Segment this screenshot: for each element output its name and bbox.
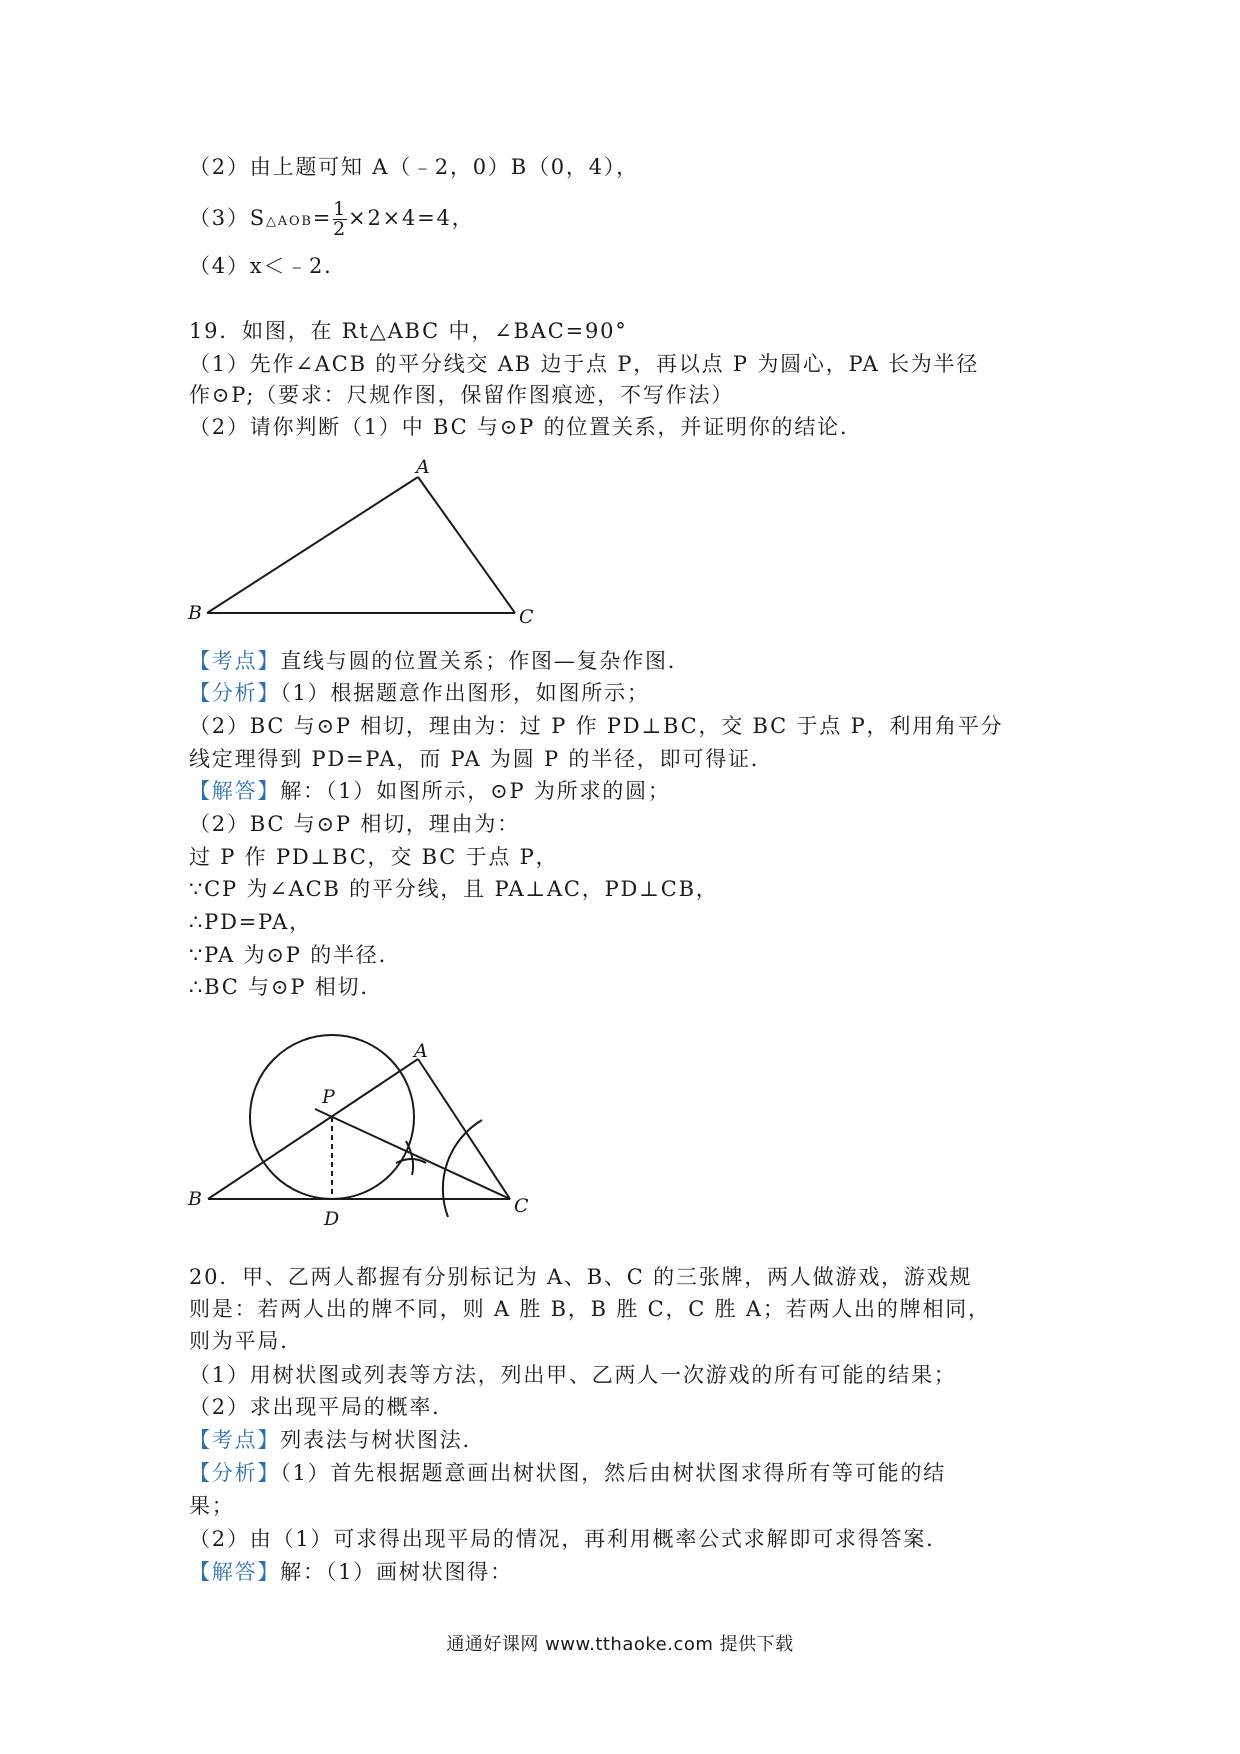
q19-fenxi-2b: 线定理得到 PD=PA，而 PA 为圆 P 的半径，即可得证． xyxy=(189,747,774,771)
jieda-tag: 【解答】 xyxy=(189,1560,281,1584)
q19-solution-figure xyxy=(180,1005,540,1235)
fig2-label-p: P xyxy=(322,1086,335,1108)
q19-jieda-3: 过 P 作 PD⊥BC，交 BC 于点 P， xyxy=(189,845,559,869)
fenxi-tag: 【分析】 xyxy=(189,681,281,705)
q19-jieda-2: （2）BC 与⊙P 相切，理由为： xyxy=(189,812,520,836)
fig1-label-a: A xyxy=(416,456,430,478)
fig2-label-b: B xyxy=(188,1188,202,1210)
q20-stem-a: 20．甲、乙两人都握有分别标记为 A、B、C 的三张牌，两人做游戏，游戏规 xyxy=(189,1265,973,1289)
fig1-label-b: B xyxy=(188,602,202,624)
q19-part1-line-b: 作⊙P;（要求：尺规作图，保留作图痕迹，不写作法） xyxy=(189,383,735,407)
q19-part2: （2）请你判断（1）中 BC 与⊙P 的位置关系，并证明你的结论． xyxy=(189,415,863,439)
q20-fenxi-1a: 【分析】（1）首先根据题意画出树状图，然后由树状图求得所有等可能的结 xyxy=(189,1461,947,1485)
q20-fenxi-1b: 果； xyxy=(189,1494,235,1518)
prev-answer-line-3: （3）S△AOB= $\frac{1}{2}$ ×2×4=4， xyxy=(189,198,475,240)
fenxi-tag: 【分析】 xyxy=(189,1461,281,1485)
jieda-tag: 【解答】 xyxy=(189,779,281,803)
fraction-one-half: $\frac{1}{2}$ xyxy=(333,198,348,240)
segment-ac xyxy=(418,477,515,613)
q19-triangle-figure xyxy=(185,455,545,635)
kaodian-tag: 【考点】 xyxy=(189,1428,281,1452)
prev-answer-line-2: （2）由上题可知 A（﹣2，0）B（0，4）， xyxy=(189,155,639,179)
q19-kaodian: 【考点】直线与圆的位置关系；作图—复杂作图． xyxy=(189,649,691,673)
q19-stem: 19．如图，在 Rt△ABC 中，∠BAC=90° xyxy=(189,319,628,343)
q19-fenxi-2a: （2）BC 与⊙P 相切，理由为：过 P 作 PD⊥BC，交 BC 于点 P，利用角平分 xyxy=(189,714,1004,738)
q19-jieda-6: ∵PA 为⊙P 的半径． xyxy=(189,943,402,967)
kaodian-tag: 【考点】 xyxy=(189,649,281,673)
q19-jieda-4: ∵CP 为∠ACB 的平分线，且 PA⊥AC，PD⊥CB， xyxy=(189,877,719,901)
fig2-label-c: C xyxy=(514,1195,529,1217)
fig1-label-c: C xyxy=(519,606,534,628)
q19-jieda-7: ∴BC 与⊙P 相切． xyxy=(189,975,384,999)
construction-arc-large xyxy=(443,1120,482,1217)
q20-part2: （2）求出现平局的概率． xyxy=(189,1395,455,1419)
q19-jieda-5: ∴PD=PA， xyxy=(189,910,312,934)
q19-part1-line-a: （1）先作∠ACB 的平分线交 AB 边于点 P，再以点 P 为圆心，PA 长为半径 xyxy=(189,352,980,376)
q20-stem-b: 则是：若两人出的牌不同，则 A 胜 B，B 胜 C，C 胜 A；若两人出的牌相同， xyxy=(189,1297,991,1321)
fig2-label-d: D xyxy=(324,1208,340,1230)
fig2-label-a: A xyxy=(414,1040,428,1062)
prev-answer-line-4: （4）x＜﹣2． xyxy=(189,254,347,278)
q20-kaodian: 【考点】列表法与树状图法． xyxy=(189,1428,486,1452)
q20-fenxi-2: （2）由（1）可求得出现平局的情况，再利用概率公式求解即可求得答案． xyxy=(189,1527,949,1551)
q19-fenxi-1: 【分析】（1）根据题意作出图形，如图所示； xyxy=(189,681,650,705)
page-footer: 通通好课网 www.tthaoke.com 提供下载 xyxy=(446,1634,794,1655)
q19-jieda-1: 【解答】解：（1）如图所示，⊙P 为所求的圆； xyxy=(189,779,671,803)
segment-ab xyxy=(207,477,418,613)
q20-part1: （1）用树状图或列表等方法，列出甲、乙两人一次游戏的所有可能的结果； xyxy=(189,1363,957,1387)
q20-stem-c: 则为平局． xyxy=(189,1329,303,1353)
q20-jieda-1: 【解答】解：（1）画树状图得： xyxy=(189,1560,513,1584)
